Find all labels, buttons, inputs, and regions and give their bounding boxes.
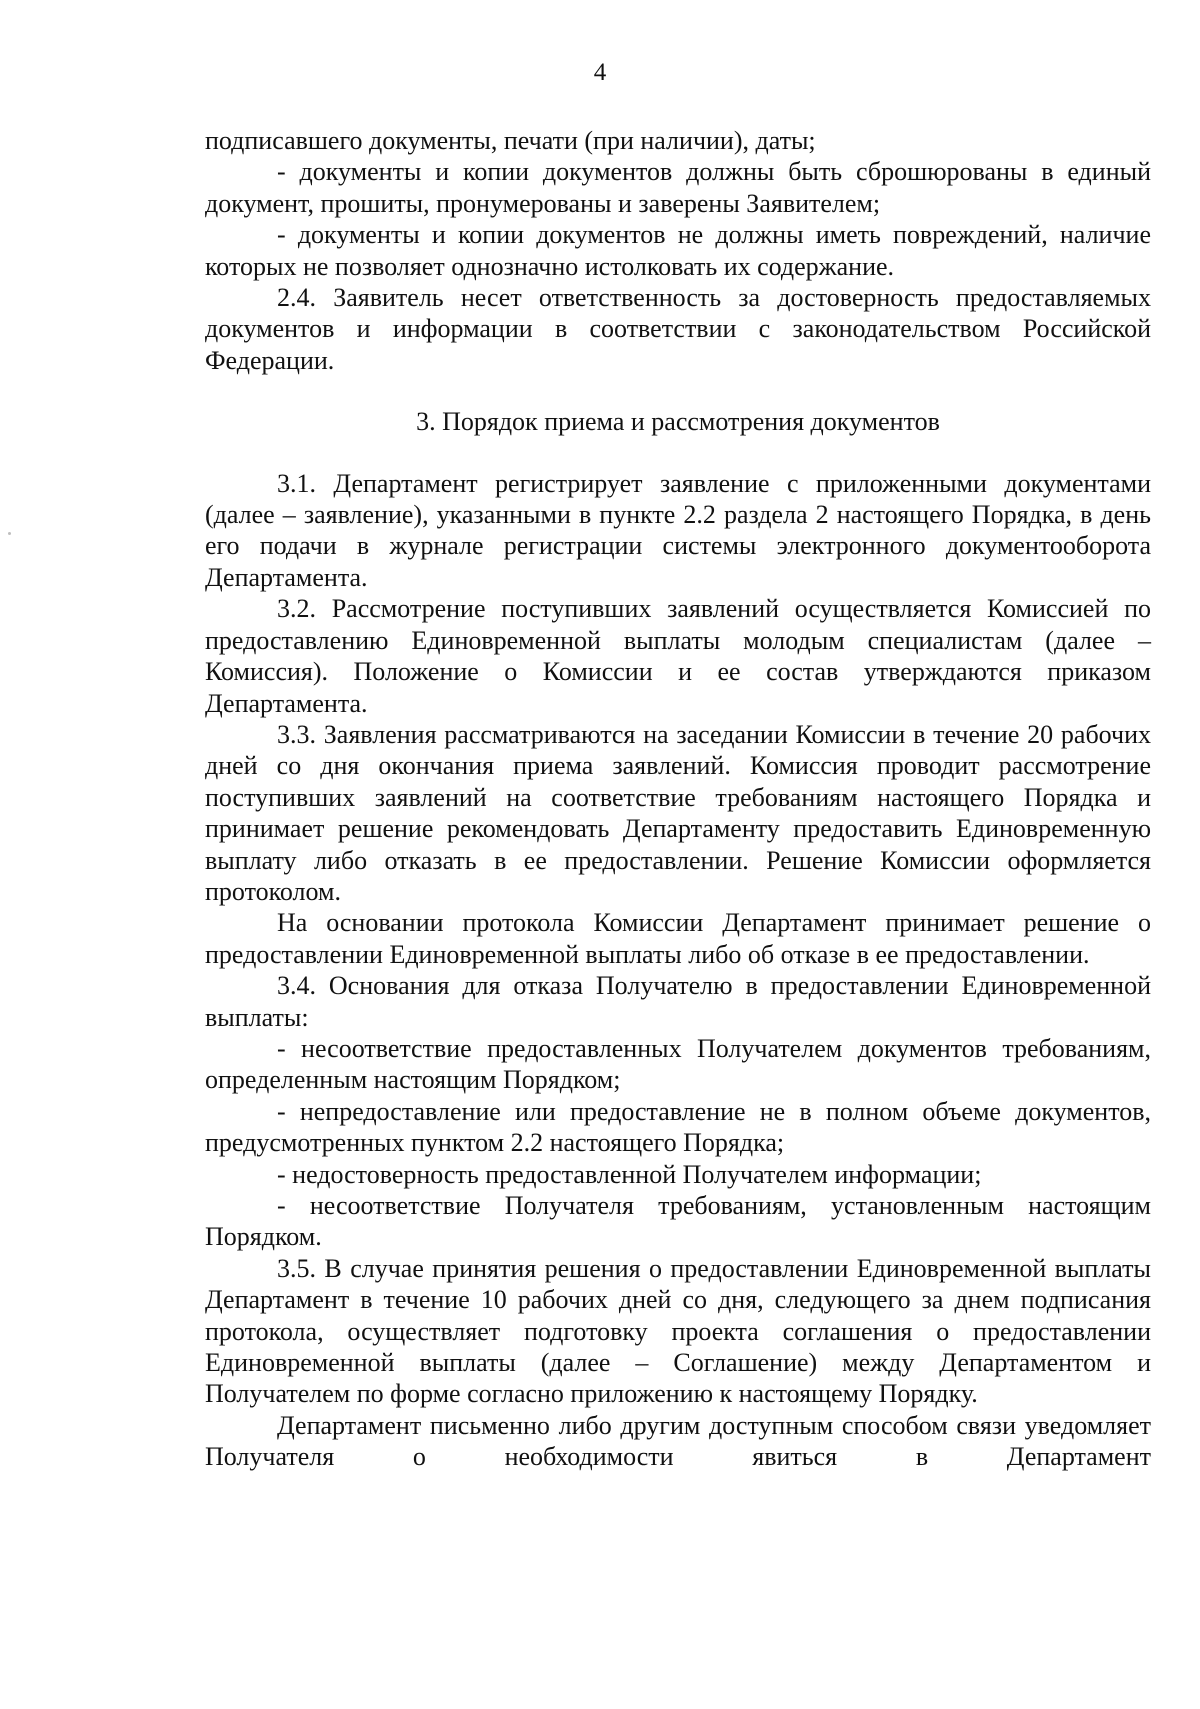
paragraph: 2.4. Заявитель несет ответственность за достоверность предоставляемых документов и информации в соответствии с законодательством Российской Федерации.	[205, 283, 1151, 375]
paragraph: 3.4. Основания для отказа Получателю в предоставлении Единовременной выплаты:	[205, 971, 1151, 1032]
page-number: 4	[593, 59, 607, 86]
paragraph: На основании протокола Комиссии Департамент принимает решение о предоставлении Единовременной выплаты либо об отказе в ее предоставлении.	[205, 908, 1151, 969]
paragraph: Департамент письменно либо другим доступным способом связи уведомляет Получателя о необходимости явиться в Департамент	[205, 1410, 1151, 1472]
paragraph: подписавшего документы, печати (при наличии), даты;	[205, 126, 816, 155]
list-item: - непредоставление или предоставление не в полном объеме документов, предусмотренных пунктом 2.2 настоящего Порядка;	[205, 1096, 1151, 1158]
paragraph: - документы и копии документов должны быть сброшюрованы в единый документ, прошиты, пронумерованы и заверены Заявителем;	[205, 157, 1151, 218]
document-body	[205, 125, 1151, 1473]
list-item: - несоответствие предоставленных Получателем документов требованиям, определенным настоящим Порядком;	[205, 1033, 1151, 1095]
paragraph: 3.3. Заявления рассматриваются на заседании Комиссии в течение 20 рабочих дней со дня окончания приема заявлений. Комиссия проводит рассмотрение поступивших заявлений на соответствие требованиям настоящего Порядка и принимает решение рекомендовать Департаменту предоставить Единовременную выплату либо отказать в ее предоставлении. Решение Комиссии оформляется протоколом.	[205, 719, 1151, 906]
list-item: - несоответствие Получателя требованиям, установленным настоящим Порядком.	[205, 1191, 1151, 1252]
paragraph: 3.2. Рассмотрение поступивших заявлений осуществляется Комиссией по предоставлению Единовременной выплаты молодым специалистам (далее – Комиссия). Положение о Комиссии и ее состав утверждаются приказом Департамента.	[205, 594, 1151, 718]
list-item: - недостоверность предоставленной Получателем информации;	[277, 1159, 982, 1189]
paragraph: 3.5. В случае принятия решения о предоставлении Единовременной выплаты Департамент в течение 10 рабочих дней со дня, следующего за днем подписания протокола, осуществляет подготовку проекта соглашения о предоставлении Единовременной выплаты (далее – Соглашение) между Департаментом и Получателем по форме согласно приложению к настоящему Порядку.	[205, 1253, 1151, 1409]
paragraph: 3.1. Департамент регистрирует заявление с приложенными документами (далее – заявление), указанными в пункте 2.2 раздела 2 настоящего Порядка, в день его подачи в журнале регистрации системы электронного документооборота Департамента.	[205, 468, 1151, 592]
scan-artifact	[8, 532, 11, 535]
section-heading: 3. Порядок приема и рассмотрения документов	[416, 407, 940, 437]
paragraph: - документы и копии документов не должны иметь повреждений, наличие которых не позволяет однозначно истолковать их содержание.	[205, 220, 1151, 281]
